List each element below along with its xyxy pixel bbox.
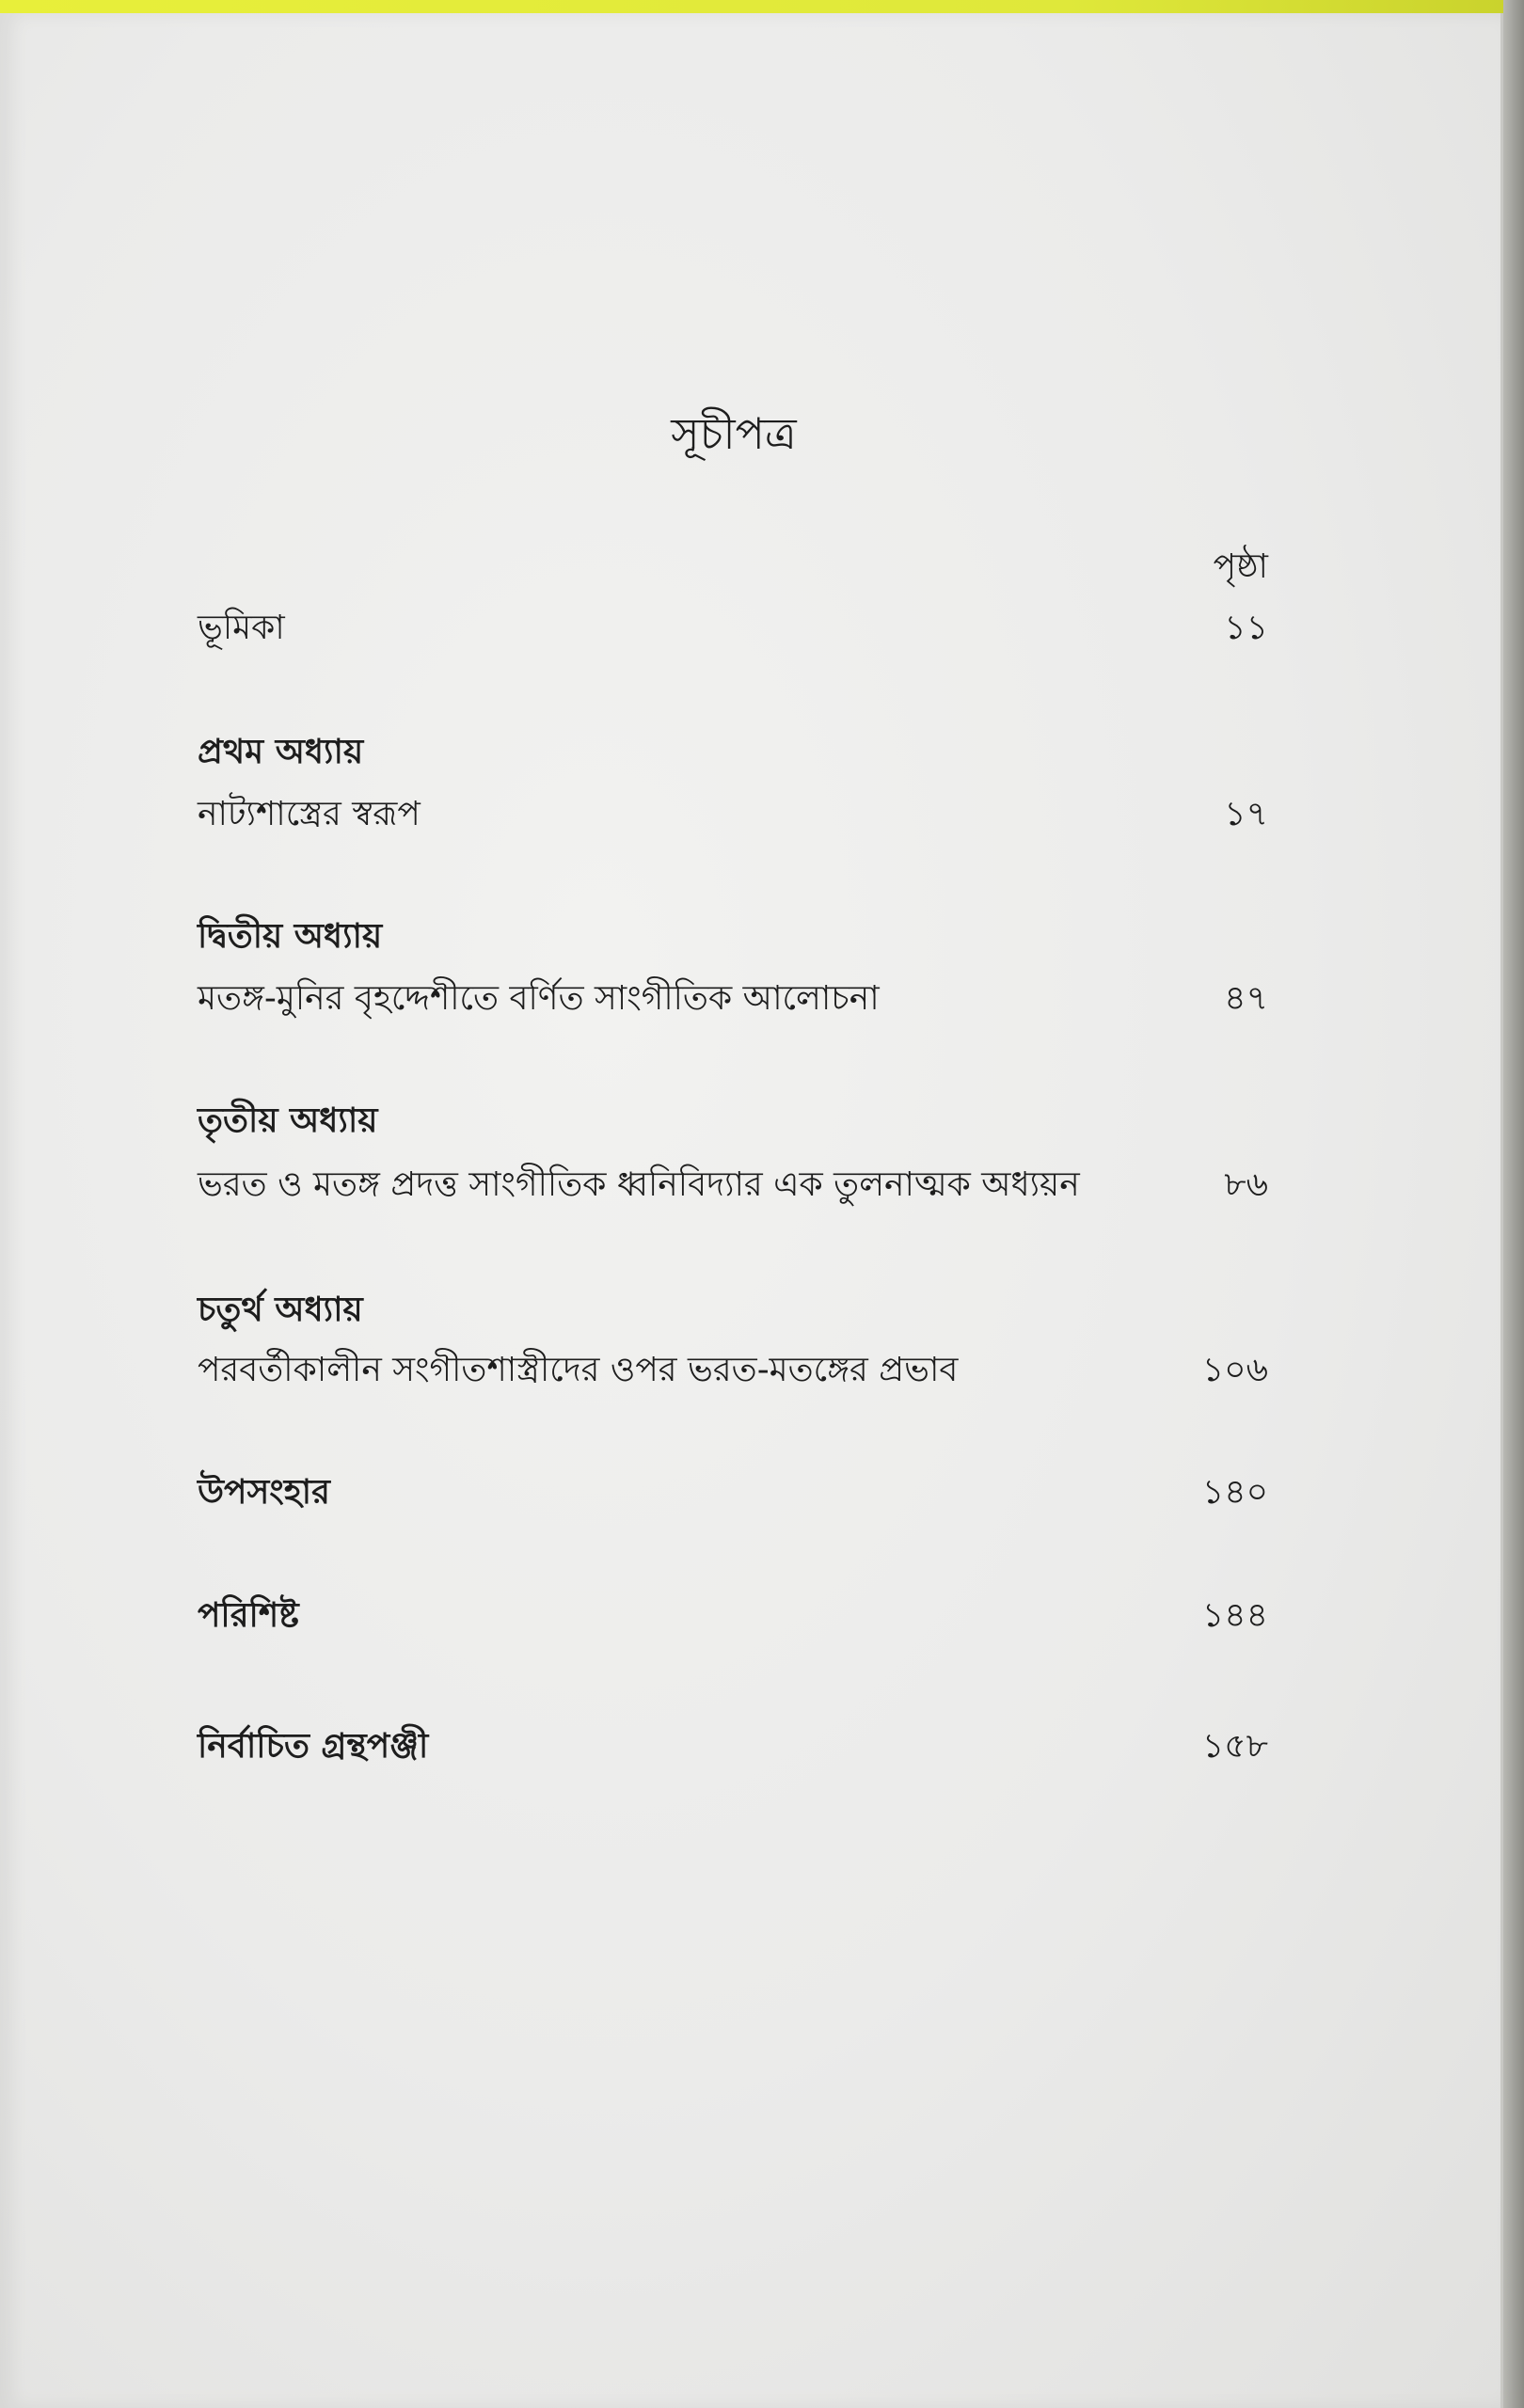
toc-title: সূচীপত্র — [671, 408, 797, 459]
toc-entry-label: নির্বাচিত গ্রন্থপঞ্জী — [198, 1727, 429, 1766]
chapter-heading: তৃতীয় অধ্যায় — [198, 1101, 378, 1140]
book-page — [0, 13, 1506, 2408]
toc-entry-label: ভূমিকা — [198, 609, 285, 647]
chapter-heading: চতুর্থ অধ্যায় — [198, 1291, 363, 1329]
toc-entry-page: ১০৬ — [1201, 1351, 1268, 1389]
page-edge-shadow — [1503, 0, 1524, 2408]
toc-entry-page: ১৭ — [1224, 795, 1268, 833]
toc-entry-page: ১১ — [1224, 609, 1268, 647]
toc-entry-label: পরবর্তীকালীন সংগীতশাস্ত্রীদের ওপর ভরত-মতঙ্গের প্রভাব — [198, 1351, 959, 1389]
chapter-heading: দ্বিতীয় অধ্যায় — [198, 917, 383, 956]
toc-entry-page: ১৫৮ — [1201, 1727, 1268, 1766]
toc-entry-page: ১৪০ — [1201, 1473, 1268, 1512]
page-column-label: পৃষ্ঠা — [1213, 547, 1268, 586]
toc-entry-page: ৮৬ — [1224, 1165, 1268, 1204]
toc-entry-page: ১৪৪ — [1201, 1596, 1268, 1635]
chapter-heading: প্রথম অধ্যায় — [198, 733, 364, 771]
toc-entry-label: উপসংহার — [198, 1473, 330, 1512]
toc-entry-label: মতঙ্গ-মুনির বৃহদ্দেশীতে বর্ণিত সাংগীতিক আলোচনা — [198, 979, 880, 1018]
toc-entry-label: নাট্যশাস্ত্রের স্বরূপ — [198, 795, 421, 833]
toc-entry-label: ভরত ও মতঙ্গ প্রদত্ত সাংগীতিক ধ্বনিবিদ্যার এক তুলনাত্মক অধ্যয়ন — [198, 1165, 1080, 1204]
toc-entry-page: ৪৭ — [1224, 979, 1268, 1018]
toc-entry-label: পরিশিষ্ট — [198, 1596, 299, 1635]
